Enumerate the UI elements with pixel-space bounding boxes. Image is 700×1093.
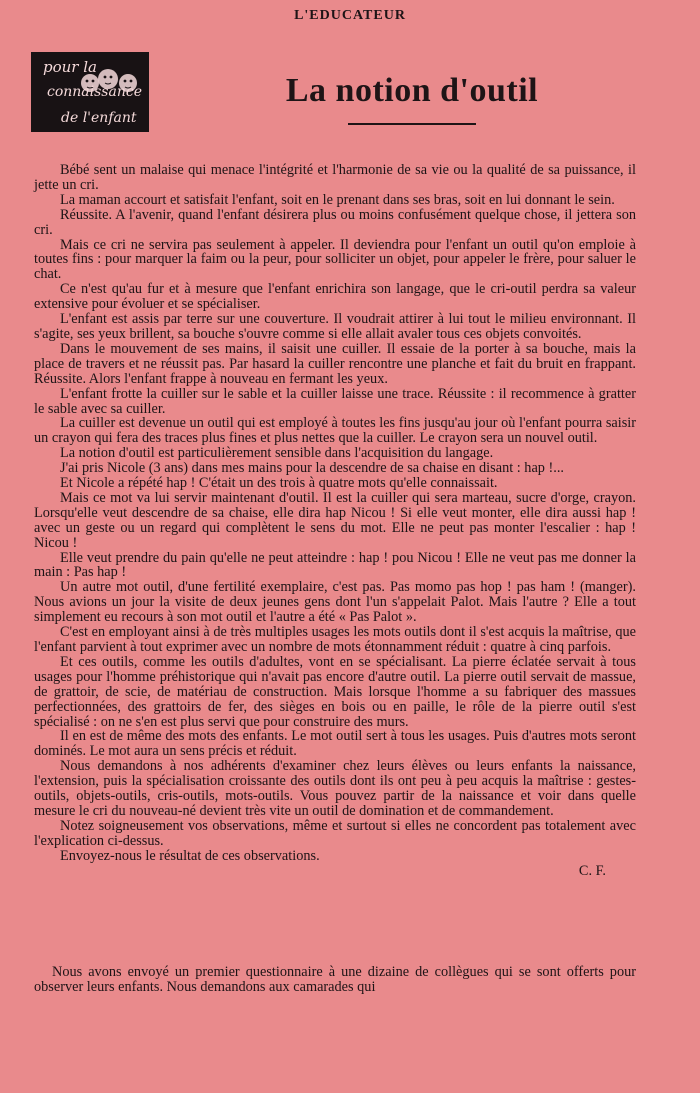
paragraph: Et Nicole a répété hap ! C'était un des trois à quatre mots qu'elle connaissait.	[60, 475, 498, 492]
paragraph: C'est en employant ainsi à de très multiples usages les mots outils dont il s'est acquis la maîtrise, que l'enfant parvient à tout exprimer avec un nombre de mots étonnamment réduit : quatre à cinq parfois.	[34, 624, 636, 655]
continuation-text	[34, 965, 636, 995]
paragraph: La maman accourt et satisfait l'enfant, soit en le prenant dans ses bras, soit en lui donnant le sein.	[60, 191, 615, 208]
paragraph: Un autre mot outil, d'une fertilité exemplaire, c'est pas. Pas momo pas hop ! pas ham ! (manger). Nous avions un jour la visite de deux jeunes gens dont l'un s'appelait Palot. Mais l'autre ? Elle a tout simplement eu recours à son mot outil et l'autre a été « Pas Palot ».	[34, 579, 636, 626]
paragraph: Il en est de même des mots des enfants. Le mot outil sert à tous les usages. Puis d'autres mots seront dominés. Le mot aura un sens précis et réduit.	[34, 728, 636, 760]
paragraph: Et ces outils, comme les outils d'adultes, vont en se spécialisant. La pierre éclatée servait à tous usages pour l'homme préhistorique qui n'avait pas encore d'autre outil. La pierre outil servait de massue, de grattoir, de scie, de matériau de construction. Mais lorsque l'homme a su fabriquer des massues perfectionnées, des grattoirs de fer, des sièges en bois ou en paille, le rôle de la pierre outil s'est spécialisé : on ne s'en est plus servi que pour construire des murs.	[34, 653, 636, 730]
paragraph: Nous demandons à nos adhérents d'examiner chez leurs élèves ou leurs enfants la naissance, l'extension, puis la spécialisation croissante des outils dont ils ont peu à peu acquis la maîtrise : gestes-outils, objets-outils, cris-outils, mots-outils. Vous pouvez partir de la naissance et voir dans quelle mesure le cri du nouveau-né devient très vite un outil de domination et de commandement.	[34, 758, 636, 819]
paragraph: Dans le mouvement de ses mains, il saisit une cuiller. Il essaie de la porter à sa bouche, mais la place de travers et ne réussit pas. Par hasard la cuiller rencontre une planche et fait du bruit en frappant. Réussite. Alors l'enfant frappe à nouveau en fermant les yeux.	[34, 340, 636, 387]
paragraph: Bébé sent un malaise qui menace l'intégrité et l'harmonie de sa vie ou la qualité de sa puissance, il jette un cri.	[34, 162, 636, 193]
article-title: La notion d'outil	[285, 72, 539, 109]
running-head: L'EDUCATEUR	[294, 8, 406, 23]
paragraph: L'enfant frotte la cuiller sur le sable et la cuiller laisse une trace. Réussite : il recommence à gratter le sable avec sa cuiller.	[34, 385, 636, 417]
paragraph: Nous avons envoyé un premier questionnaire à une dizaine de collègues qui se sont offerts pour observer leurs enfants. Nous demandons aux camarades qui	[34, 964, 636, 995]
title-underline	[348, 123, 476, 125]
paragraph: Notez soigneusement vos observations, même et surtout si elles ne concordent pas totalement avec l'explication ci-dessus.	[34, 817, 636, 849]
logo-line-1: pour la	[43, 58, 97, 76]
paragraph: Mais ce mot va lui servir maintenant d'outil. Il est la cuiller qui sera marteau, sucre d'orge, crayon. Lorsqu'elle veut descendre de sa chaise, elle dira hap Nicou ! Si elle veut monter, elle dira aussi hap ! avec un geste ou un regard qui complètent le sens du mot. Elle ne peut pas monter l'escalier : hap ! Nicou !	[34, 489, 636, 551]
paragraph: La notion d'outil est particulièrement sensible dans l'acquisition du langage.	[60, 445, 494, 462]
paragraph: Elle veut prendre du pain qu'elle ne peut atteindre : hap ! pou Nicou ! Elle ne veut pas me donner la main : Pas hap !	[34, 549, 636, 581]
paragraph: Mais ce cri ne servira pas seulement à appeler. Il deviendra pour l'enfant un outil qu'on emploie à toutes fins : pour marquer la faim ou la peur, pour solliciter un objet, pour appeler le frère, pour saluer le chat.	[34, 236, 636, 283]
logo-line-2: connaissance	[47, 84, 142, 100]
article-body	[34, 163, 636, 879]
column-logo	[31, 52, 149, 132]
paragraph: Envoyez-nous le résultat de ces observations.	[60, 847, 320, 864]
signature: C. F.	[578, 862, 606, 879]
paragraph: La cuiller est devenue un outil qui est employé à toutes les fins jusqu'au jour où l'enfant pourra saisir un crayon qui fera des traces plus fines et plus nettes que la cuiller. Le crayon sera un nouvel outil.	[34, 415, 636, 447]
paragraph: L'enfant est assis par terre sur une couverture. Il voudrait attirer à lui tout le milieu environnant. Il s'agite, ses yeux brillent, sa bouche s'ouvre comme si elle allait avaler tous ces objets convoités.	[34, 311, 636, 342]
logo-line-3: de l'enfant	[61, 110, 137, 126]
paragraph: Réussite. A l'avenir, quand l'enfant désirera plus ou moins confusément quelque chose, il jettera son cri.	[34, 206, 636, 238]
paragraph: J'ai pris Nicole (3 ans) dans mes mains pour la descendre de sa chaise en disant : hap !...	[60, 460, 565, 477]
paragraph: Ce n'est qu'au fur et à mesure que l'enfant enrichira son langage, que le cri-outil perdra sa valeur extensive pour évoluer et se spécialiser.	[34, 281, 636, 313]
